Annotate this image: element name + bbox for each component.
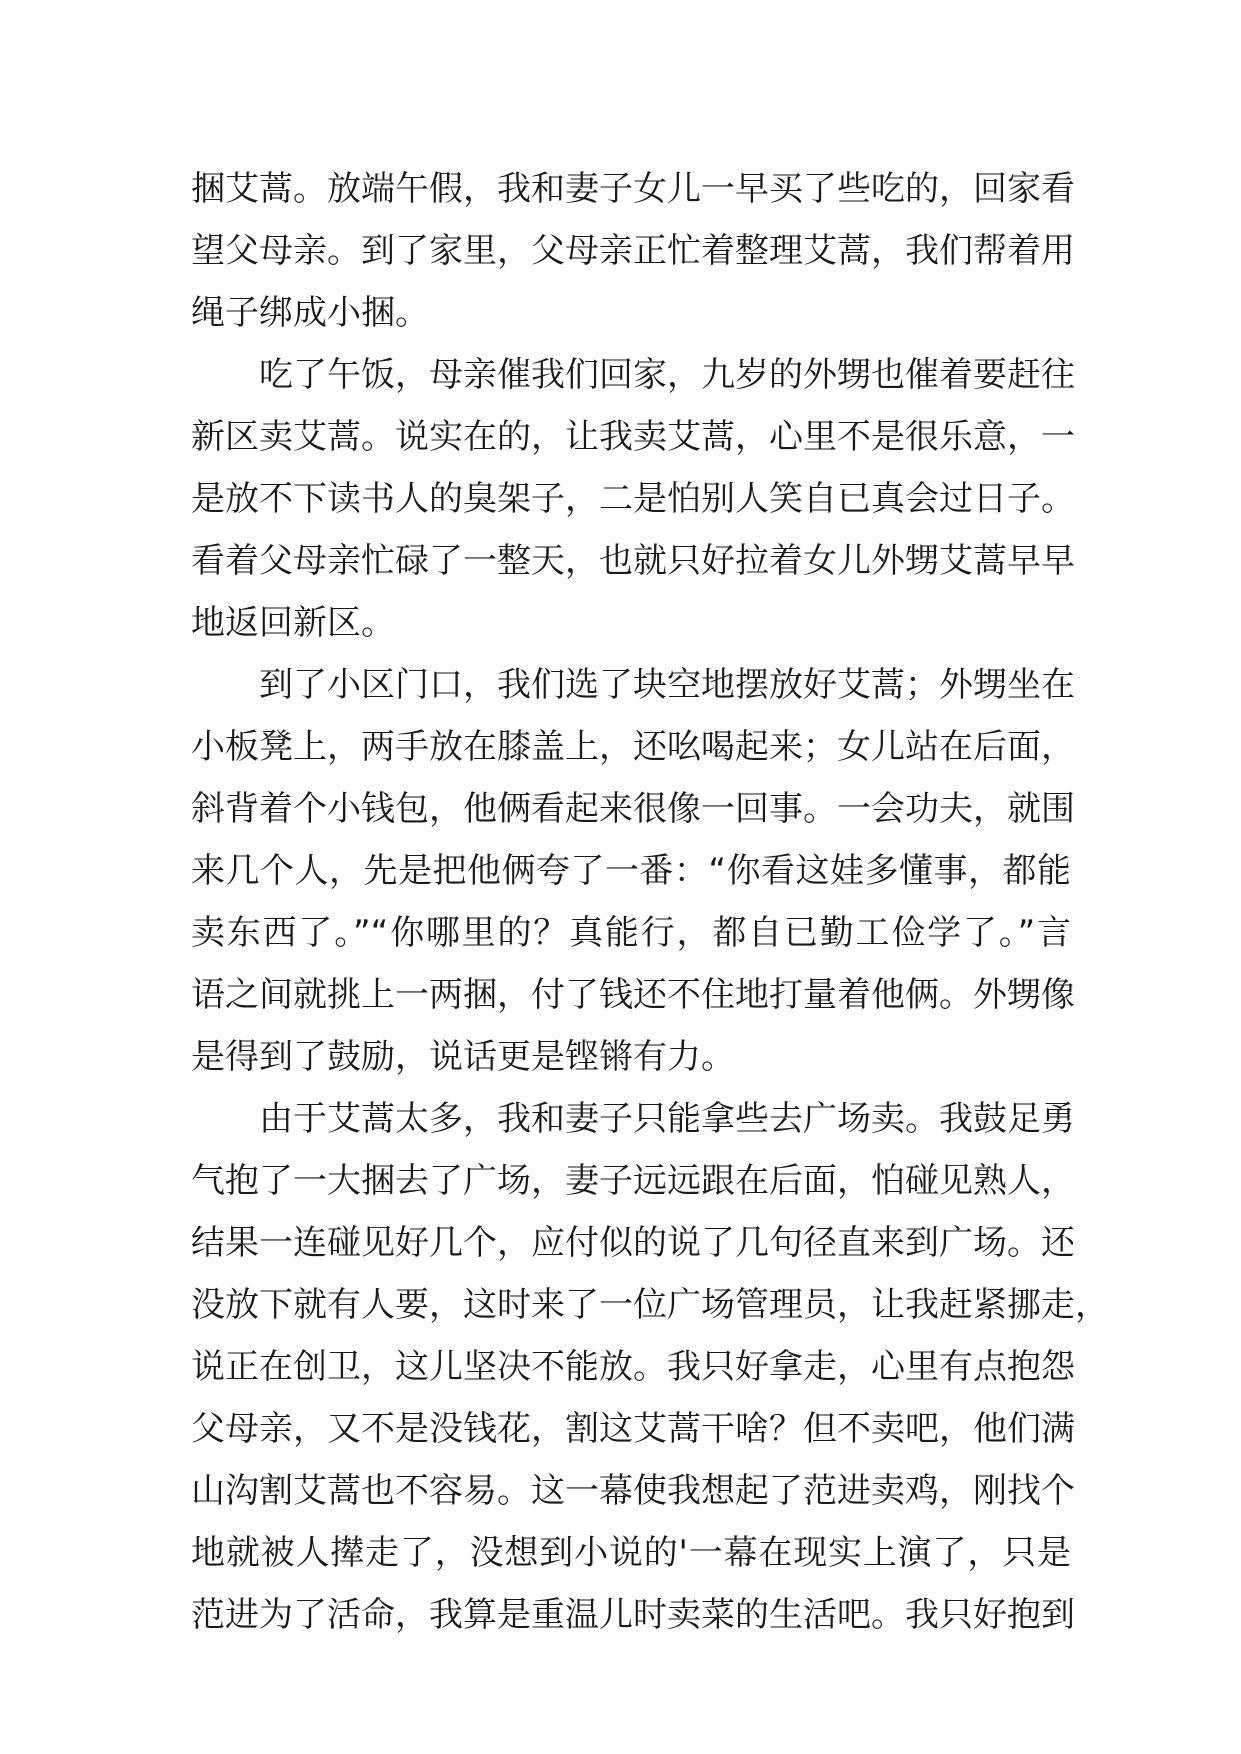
text-line: 山沟割艾蒿也不容易。这一幕使我想起了范进卖鸡，刚找个 xyxy=(191,1471,1075,1511)
text-line: 语之间就挑上一两捆，付了钱还不住地打量着他俩。外甥像 xyxy=(191,975,1075,1015)
text-line: 范进为了活命，我算是重温儿时卖菜的生活吧。我只好抱到 xyxy=(191,1595,1075,1635)
text-line: 地返回新区。 xyxy=(191,603,395,643)
text-line: 是放不下读书人的臭架子，二是怕别人笑自已真会过日子。 xyxy=(191,479,1075,519)
text-line: 新区卖艾蒿。说实在的，让我卖艾蒿，心里不是很乐意，一 xyxy=(191,417,1075,457)
text-line: 绳子绑成小捆。 xyxy=(191,293,429,333)
text-line: 由于艾蒿太多，我和妻子只能拿些去广场卖。我鼓足勇 xyxy=(259,1099,1075,1139)
text-line: 到了小区门口，我们选了块空地摆放好艾蒿；外甥坐在 xyxy=(259,665,1075,705)
text-line: 望父母亲。到了家里，父母亲正忙着整理艾蒿，我们帮着用 xyxy=(191,231,1075,271)
text-line: 气抱了一大捆去了广场，妻子远远跟在后面，怕碰见熟人， xyxy=(191,1161,1075,1201)
text-line: 斜背着个小钱包，他俩看起来很像一回事。一会功夫，就围 xyxy=(191,789,1075,829)
text-line: 卖东西了。”“你哪里的？真能行，都自已勤工俭学了。”言 xyxy=(191,913,1071,953)
text-line: 没放下就有人要，这时来了一位广场管理员，让我赶紧挪走， xyxy=(191,1285,1109,1325)
document-body xyxy=(191,158,1109,1646)
paragraph-2 xyxy=(191,344,1075,654)
text-line: 小板凳上，两手放在膝盖上，还吆喝起来；女儿站在后面， xyxy=(191,727,1075,767)
text-line: 捆艾蒿。放端午假，我和妻子女儿一早买了些吃的，回家看 xyxy=(191,169,1075,209)
paragraph-1 xyxy=(191,158,1075,344)
paragraph-3 xyxy=(191,654,1075,1088)
text-line: 看着父母亲忙碌了一整天，也就只好拉着女儿外甥艾蒿早早 xyxy=(191,541,1075,581)
text-line: 吃了午饭，母亲催我们回家，九岁的外甥也催着要赶往 xyxy=(259,355,1075,395)
paragraph-4 xyxy=(191,1088,1109,1646)
text-line: 地就被人撵走了，没想到小说的'一幕在现实上演了，只是 xyxy=(191,1533,1071,1573)
text-line: 父母亲，又不是没钱花，割这艾蒿干啥？但不卖吧，他们满 xyxy=(191,1409,1075,1449)
text-line: 来几个人，先是把他俩夸了一番：“你看这娃多懂事，都能 xyxy=(191,851,1071,891)
text-line: 说正在创卫，这儿坚决不能放。我只好拿走，心里有点抱怨 xyxy=(191,1347,1075,1387)
text-line: 是得到了鼓励，说话更是铿锵有力。 xyxy=(191,1037,735,1077)
text-line: 结果一连碰见好几个，应付似的说了几句径直来到广场。还 xyxy=(191,1223,1075,1263)
